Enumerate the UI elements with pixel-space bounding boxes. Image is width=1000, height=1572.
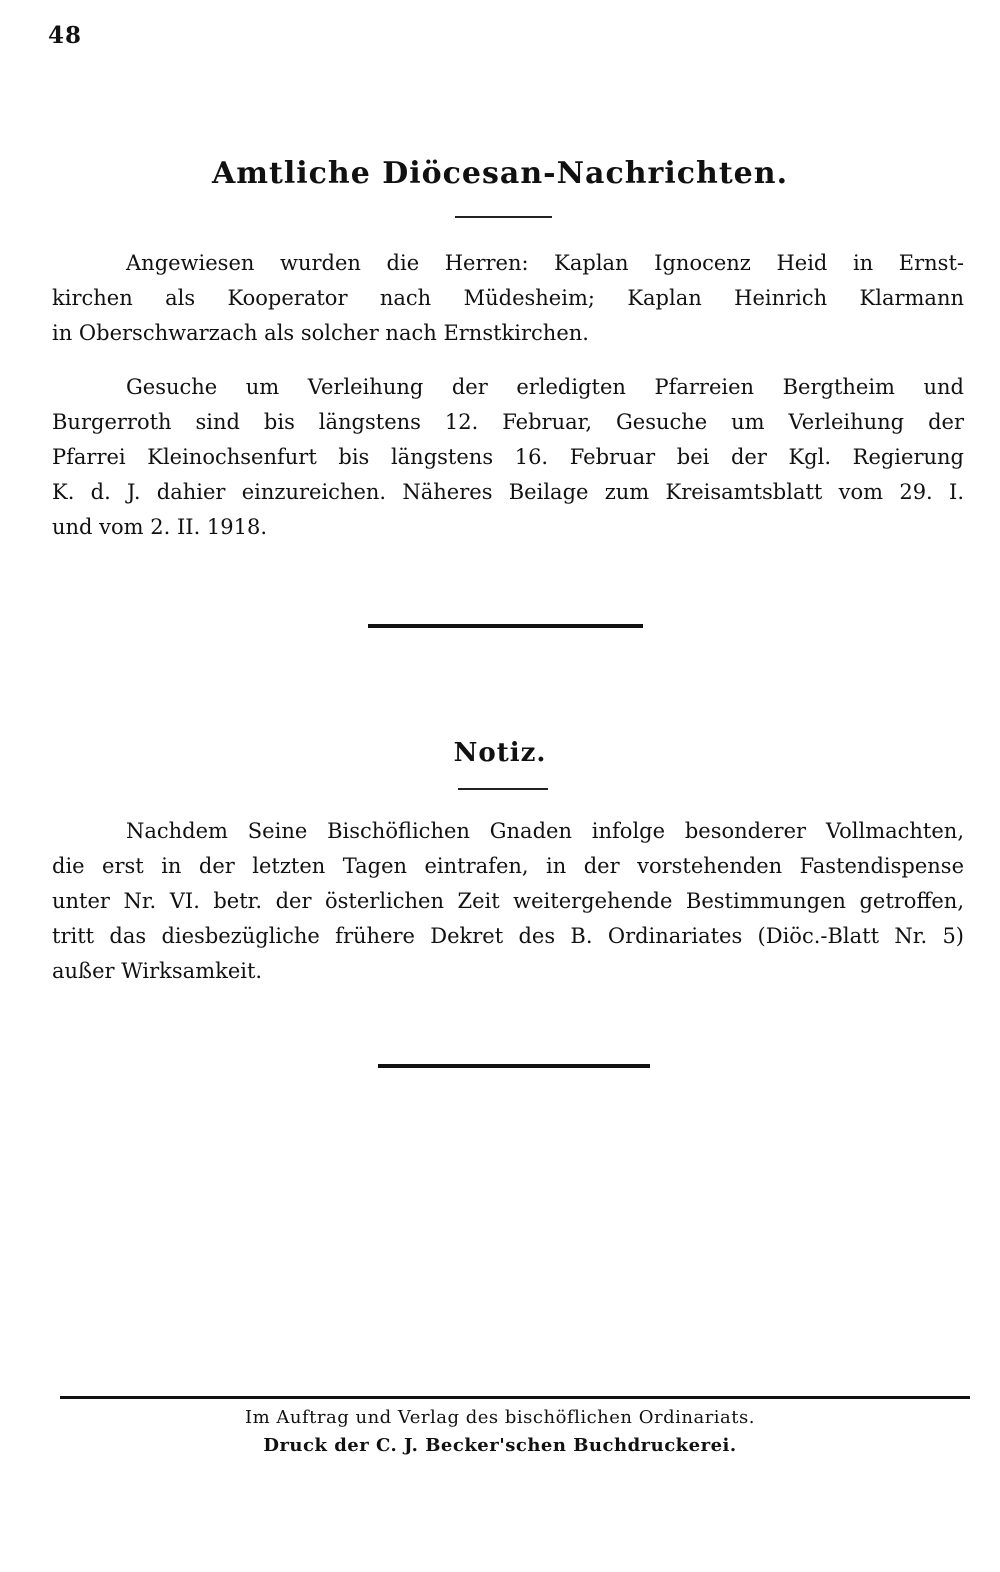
text-line: unter Nr. VI. betr. der österlichen Zeit weitergehende Bestimmungen getroffen, (52, 889, 964, 913)
imprint-publisher: Im Auftrag und Verlag des bischöflichen Ordinariats. (245, 1407, 755, 1428)
title-underline (455, 216, 552, 218)
section-title-diocesan-news: Amtliche Diöcesan-Nachrichten. (211, 156, 789, 191)
paragraph-parish-applications (52, 370, 964, 545)
section-title-notice: Notiz. (453, 738, 547, 768)
text-line: kirchen als Kooperator nach Müdesheim; Kaplan Heinrich Klarmann (52, 286, 964, 310)
page-number: 48 (48, 22, 83, 49)
section-divider (378, 1064, 650, 1068)
text-line: tritt das diesbezügliche frühere Dekret des B. Ordinariates (Diöc.-Blatt Nr. 5) (52, 924, 964, 948)
text-line: Angewiesen wurden die Herren: Kaplan Ignocenz Heid in Ernst- (126, 251, 964, 275)
text-line: Nachdem Seine Bischöflichen Gnaden infolge besonderer Vollmachten, (126, 819, 964, 843)
text-line: Burgerroth sind bis längstens 12. Februar, Gesuche um Verleihung der (52, 410, 964, 434)
text-line: und vom 2. II. 1918. (52, 515, 268, 539)
section-divider (368, 624, 643, 628)
text-line: K. d. J. dahier einzureichen. Näheres Beilage zum Kreisamtsblatt vom 29. I. (52, 480, 964, 504)
footer-rule (60, 1396, 970, 1399)
text-line: Gesuche um Verleihung der erledigten Pfarreien Bergtheim und (126, 375, 964, 399)
imprint-printer: Druck der C. J. Becker'schen Buchdruckerei. (263, 1435, 737, 1456)
text-line: außer Wirksamkeit. (52, 959, 263, 983)
paragraph-notice (52, 814, 964, 989)
text-line: die erst in der letzten Tagen eintrafen, in der vorstehenden Fastendispense (52, 854, 964, 878)
text-line: Pfarrei Kleinochsenfurt bis längstens 16. Februar bei der Kgl. Regierung (52, 445, 964, 469)
notice-underline (458, 788, 548, 790)
text-line: in Oberschwarzach als solcher nach Ernstkirchen. (52, 321, 589, 345)
footer-imprint (0, 1404, 1000, 1460)
paragraph-assignments (52, 246, 964, 351)
